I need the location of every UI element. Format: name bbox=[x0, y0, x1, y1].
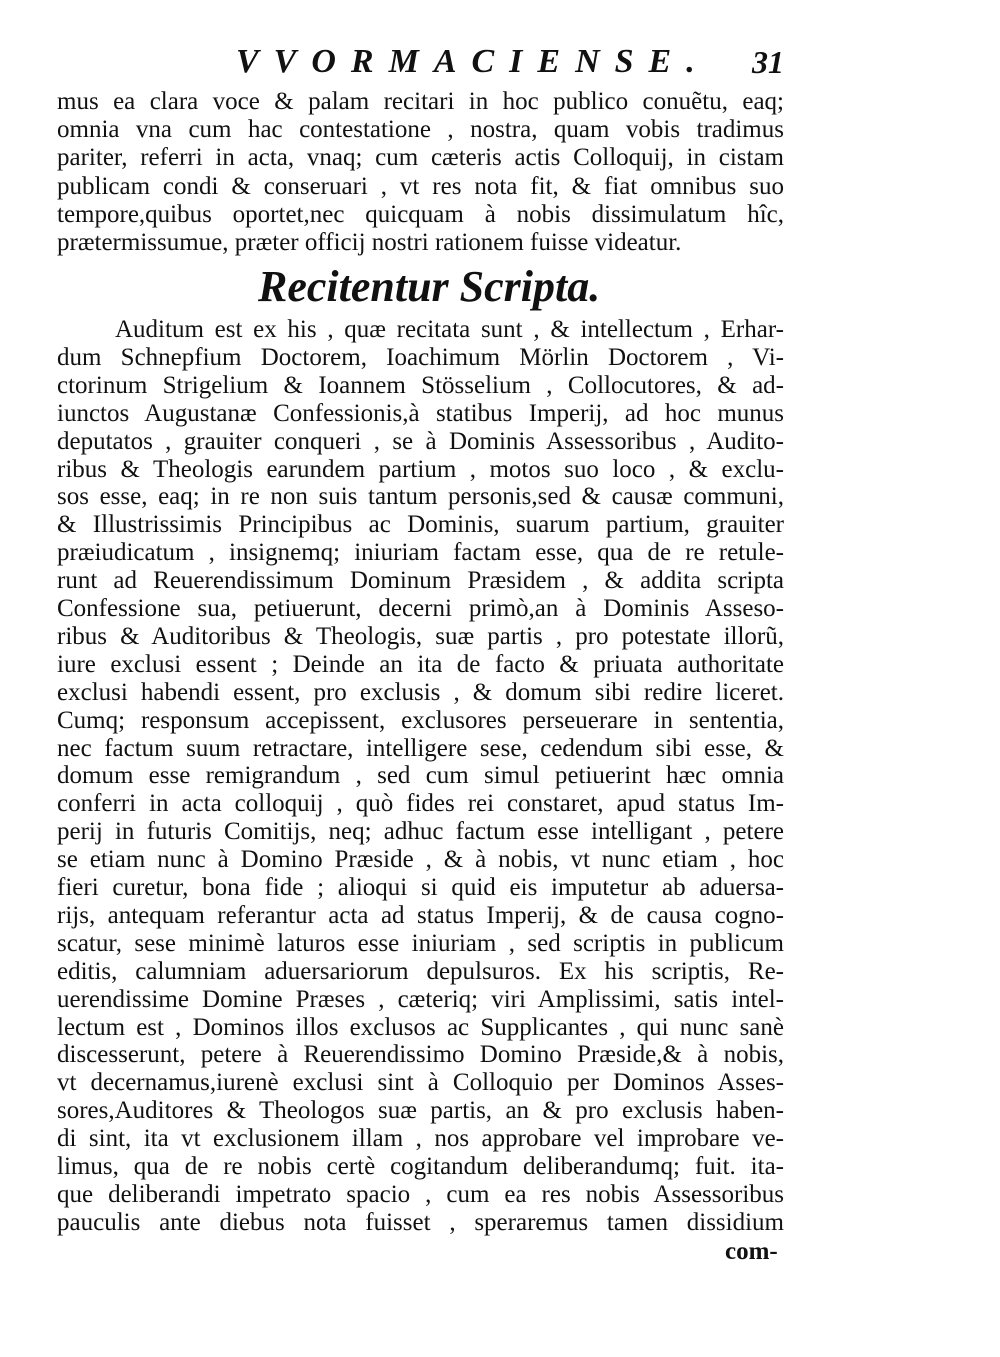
opening-paragraph-line: publicam condi & conseruari , vt res nota fit, & fiat omnibus suo bbox=[57, 172, 784, 200]
main-paragraph-line: que deliberandi impetrato spacio , cum ea res nobis Assessoribus bbox=[57, 1180, 784, 1208]
section-heading: Recitentur Scripta. bbox=[258, 262, 601, 311]
main-paragraph-line: runt ad Reuerendissimum Dominum Præsidem , & addita scripta bbox=[57, 567, 784, 595]
main-paragraph-line: vt decernamus,iurenè exclusi sint à Colloquio per Dominos Asses- bbox=[57, 1069, 784, 1097]
main-paragraph-line: fieri curetur, bona fide ; alioqui si quid eis imputetur ab aduersa- bbox=[57, 874, 784, 901]
main-paragraph-line: nec factum suum retractare, intelligere sese, cedendum sibi esse, & bbox=[57, 734, 784, 762]
main-paragraph-line: sos esse, eaq; in re non suis tantum personis,sed & causæ communi, bbox=[57, 483, 784, 511]
main-paragraph-line: deputatos , grauiter conqueri , se à Dominis Assessoribus , Audito- bbox=[57, 427, 784, 455]
page-number: 31 bbox=[752, 44, 784, 80]
main-paragraph-line: discesserunt, petere à Reuerendissimo Domino Præside,& à nobis, bbox=[57, 1041, 784, 1069]
main-paragraph-line: Cumq; responsum accepissent, exclusores perseuerare in sententia, bbox=[57, 706, 784, 734]
main-paragraph-line: ribus & Auditoribus & Theologis, suæ partis , pro potestate illorũ, bbox=[57, 622, 784, 650]
main-paragraph-line: conferri in acta colloquij , quò fides rei constaret, apud status Im- bbox=[57, 790, 784, 818]
opening-paragraph-line: mus ea clara voce & palam recitari in hoc publico conuẽtu, eaq; bbox=[57, 88, 784, 115]
main-paragraph-line: editis, calumniam aduersariorum depulsuros. Ex his scriptis, Re- bbox=[57, 957, 784, 985]
main-paragraph-line: perij in futuris Comitijs, neq; adhuc factum esse intelligant , petere bbox=[57, 818, 784, 846]
opening-paragraph-line: omnia vna cum hac contestatione , nostra, quam vobis tradimus bbox=[57, 116, 784, 144]
opening-paragraph-line: prætermissumue, præter officij nostri rationem fuisse videatur. bbox=[57, 229, 682, 256]
main-paragraph-line: & Illustrissimis Principibus ac Dominis, suarum partium, grauiter bbox=[57, 511, 784, 539]
main-paragraph-line: pauculis ante diebus nota fuisset , speraremus tamen dissidium bbox=[57, 1208, 784, 1236]
running-head: VVORMACIENSE. bbox=[236, 43, 710, 80]
main-paragraph-line: dum Schnepfium Doctorem, Ioachimum Mörlin Doctorem , Vi- bbox=[57, 343, 784, 371]
main-paragraph-line: lectum est , Dominos illos exclusos ac Supplicantes , qui nunc sanè bbox=[57, 1013, 784, 1041]
main-paragraph-line: uerendissime Domine Præses , cæteriq; viri Amplissimi, satis intel- bbox=[57, 985, 784, 1013]
catchword: com- bbox=[725, 1238, 778, 1265]
main-paragraph-line: præiudicatum , insignemq; iniuriam factam esse, qua de re retule- bbox=[57, 539, 784, 567]
main-paragraph-line: ctorinum Strigelium & Ioannem Stösselium , Collocutores, & ad- bbox=[57, 371, 784, 399]
main-paragraph-line: iunctos Augustanæ Confessionis,à statibus Imperij, ad hoc munus bbox=[57, 399, 784, 427]
main-paragraph-line: Confessione sua, petiuerunt, decerni primò,an à Dominis Asseso- bbox=[57, 595, 784, 622]
opening-paragraph-line: pariter, referri in acta, vnaq; cum cæteris actis Colloquij, in cistam bbox=[57, 144, 784, 172]
main-paragraph-line: rijs, antequam referantur acta ad status Imperij, & de causa cogno- bbox=[57, 901, 784, 929]
main-paragraph-line: iure exclusi essent ; Deinde an ita de facto & priuata authoritate bbox=[57, 650, 784, 678]
main-paragraph-line: Auditum est ex his , quæ recitata sunt , & intellectum , Erhar- bbox=[115, 316, 784, 343]
main-paragraph-line: exclusi habendi essent, pro exclusis , & domum sibi redire liceret. bbox=[57, 678, 784, 706]
main-paragraph-line: domum esse remigrandum , sed cum simul petiuerint hæc omnia bbox=[57, 762, 784, 790]
opening-paragraph-line: tempore,quibus oportet,nec quicquam à nobis dissimulatum hîc, bbox=[57, 200, 784, 228]
main-paragraph-line: di sint, ita vt exclusionem illam , nos approbare vel improbare ve- bbox=[57, 1125, 784, 1153]
main-paragraph-line: ribus & Theologis earundem partium , motos suo loco , & exclu- bbox=[57, 455, 784, 483]
main-paragraph-line: se etiam nunc à Domino Præside , & à nobis, vt nunc etiam , hoc bbox=[57, 846, 784, 874]
main-paragraph-line: scatur, sese minimè laturos esse iniuriam , sed scriptis in publicum bbox=[57, 929, 784, 957]
main-paragraph-line: sores,Auditores & Theologos suæ partis, an & pro exclusis haben- bbox=[57, 1097, 784, 1125]
main-paragraph-line: limus, qua de re nobis certè cogitandum deliberandumq; fuit. ita- bbox=[57, 1153, 784, 1180]
